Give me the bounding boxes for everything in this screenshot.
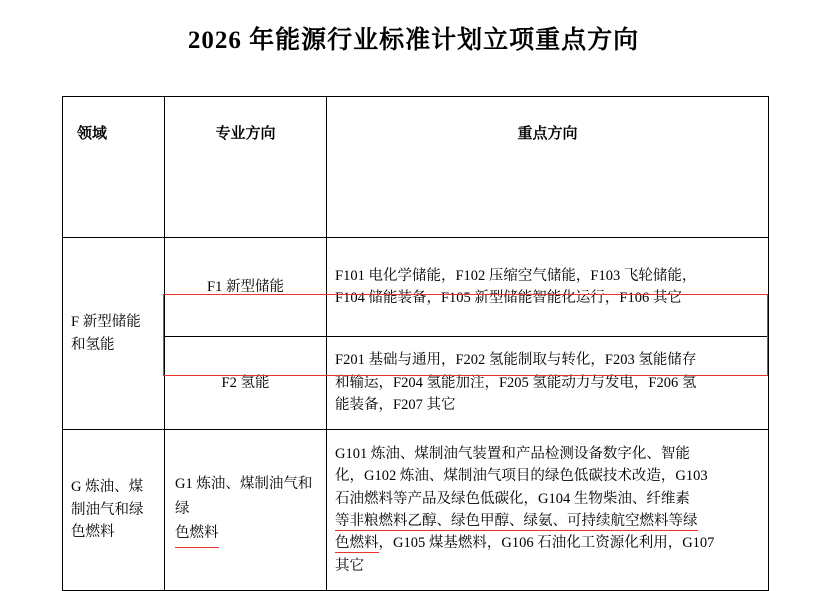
content-g1-line4	[335, 510, 760, 532]
column-header-focus: 重点方向	[327, 97, 769, 238]
content-g1-line5	[335, 532, 760, 554]
area-f-line2: 和氢能	[71, 336, 115, 353]
cell-area-g	[63, 430, 165, 591]
content-g1-line5-rest: ，G105 煤基燃料，G106 石油化工资源化利用，G107	[378, 535, 715, 552]
cell-direction-f2: F2 氢能	[165, 337, 327, 430]
content-g1-line2: 化，G102 炼油、煤制油气项目的绿色低碳技术改造，G103	[335, 468, 708, 485]
column-header-area: 领域	[63, 97, 165, 238]
column-header-direction: 专业方向	[165, 97, 327, 238]
content-g1-line4-underlined: 等非粮燃料乙醇、绿色甲醇、绿氨、可持续航空燃料等绿	[335, 513, 698, 529]
content-f2-line3: 能装备，F207 其它	[335, 397, 456, 414]
content-f2-line2: 和输运，F204 氢能加注，F205 氢能动力与发电，F206 氢	[335, 374, 697, 391]
content-f1-line1: F101 电化学储能，F102 压缩空气储能，F103 飞轮储能，	[335, 267, 697, 284]
cell-direction-f1: F1 新型储能	[165, 238, 327, 337]
standards-table-wrapper	[62, 96, 768, 591]
area-g-line2: 制油气和绿	[71, 501, 144, 518]
table-header-row	[63, 97, 769, 238]
table-row-highlighted	[63, 337, 769, 430]
cell-content-g1	[327, 430, 769, 591]
area-g-line3: 色燃料	[71, 524, 115, 541]
cell-content-f1	[327, 238, 769, 337]
area-g-line1: G 炼油、煤	[71, 479, 144, 496]
cell-direction-g1	[165, 430, 327, 591]
direction-g1-line2: 色燃料	[175, 521, 219, 548]
area-f-line1: F 新型储能	[71, 314, 141, 331]
cell-area-f	[63, 238, 165, 430]
standards-table	[62, 96, 769, 591]
content-f2-line1: F201 基础与通用，F202 氢能制取与转化，F203 氢能储存	[335, 352, 697, 369]
content-g1-line5-underlined: 色燃料	[335, 535, 379, 552]
content-f1-line2: F104 储能装备，F105 新型储能智能化运行，F106 其它	[335, 290, 682, 306]
table-row	[63, 430, 769, 591]
table-row	[63, 238, 769, 337]
content-g1-line6: 其它	[335, 557, 364, 574]
direction-g1-line1: G1 炼油、煤制油气和绿	[175, 476, 313, 517]
cell-content-f2	[327, 337, 769, 430]
content-g1-line1: G101 炼油、煤制油气装置和产品检测设备数字化、智能	[335, 445, 690, 462]
content-g1-line3: 石油燃料等产品及绿色低碳化，G104 生物柴油、纤维素	[335, 490, 690, 507]
page-title: 2026 年能源行业标准计划立项重点方向	[187, 27, 640, 54]
